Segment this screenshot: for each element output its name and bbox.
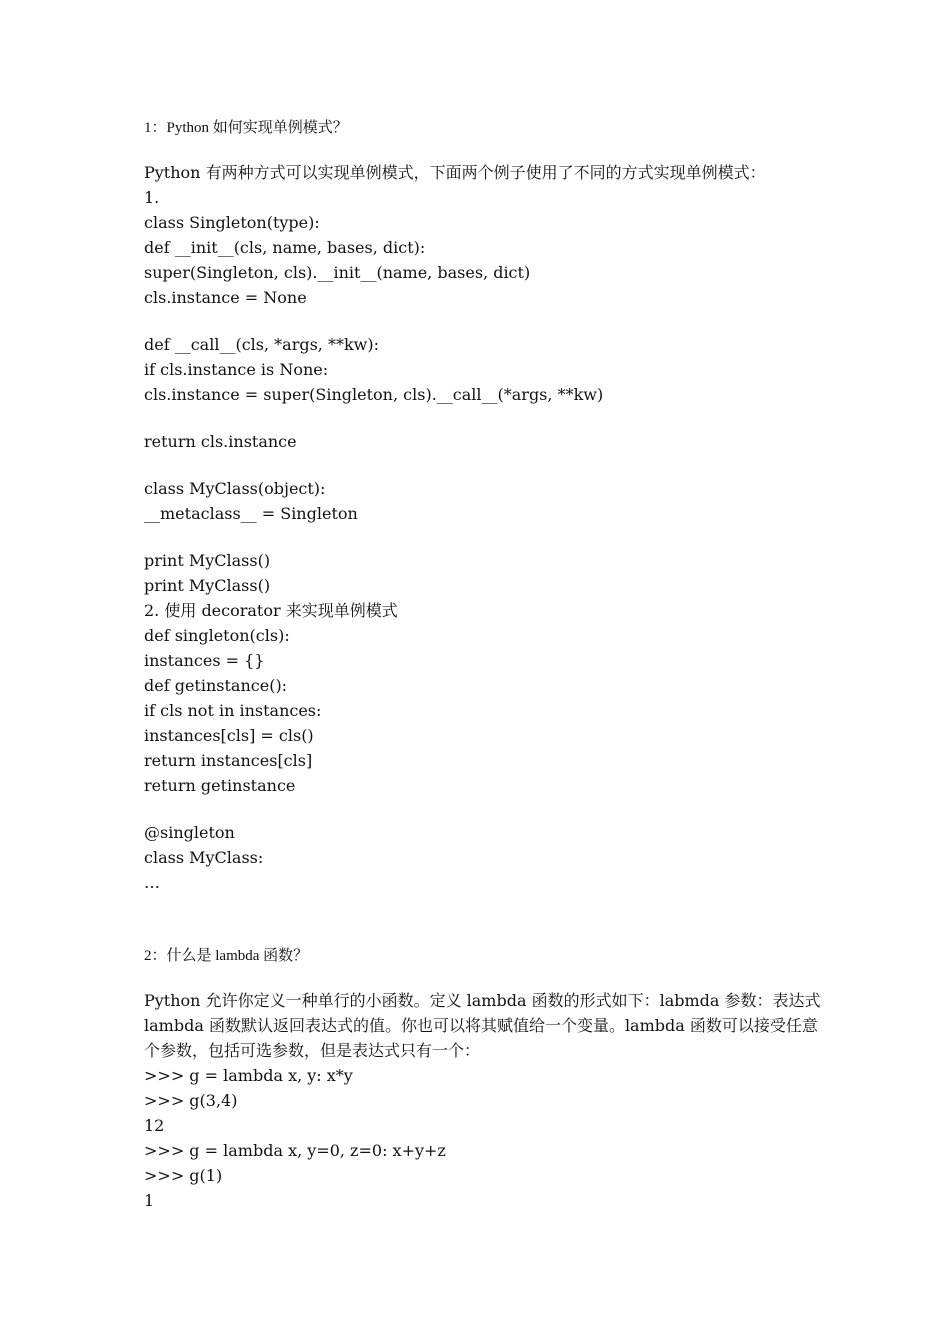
code-line: class MyClass:	[144, 848, 264, 867]
code-line: print MyClass()	[144, 551, 271, 570]
code-line: return getinstance	[144, 776, 296, 795]
code-line: if cls.instance is None:	[144, 360, 329, 379]
intro-paragraph: Python 有两种方式可以实现单例模式，下面两个例子使用了不同的方式实现单例模式：	[144, 163, 766, 182]
code-line: return cls.instance	[144, 432, 297, 451]
code-line: @singleton	[144, 823, 235, 842]
code-line: >>> g = lambda x, y: x*y	[144, 1066, 353, 1085]
code-line: if cls not in instances:	[144, 701, 322, 720]
section-body-lambda	[144, 988, 824, 1213]
code-line: >>> g = lambda x, y=0, z=0: x+y+z	[144, 1141, 446, 1160]
code-line: 1.	[144, 188, 160, 207]
code-line: return instances[cls]	[144, 751, 313, 770]
section-heading-singleton: 1：Python 如何实现单例模式？	[144, 120, 348, 136]
code-line: def __init__(cls, name, bases, dict):	[144, 238, 426, 257]
code-line: def getinstance():	[144, 676, 288, 695]
code-line: class Singleton(type):	[144, 213, 320, 232]
code-line: __metaclass__ = Singleton	[144, 504, 358, 523]
code-line: super(Singleton, cls).__init__(name, bases, dict)	[144, 263, 531, 282]
code-line: instances[cls] = cls()	[144, 726, 314, 745]
section-heading-lambda: 2：什么是 lambda 函数？	[144, 948, 309, 964]
code-line: print MyClass()	[144, 576, 271, 595]
code-line: def singleton(cls):	[144, 626, 290, 645]
blank-line	[144, 407, 824, 429]
blank-line	[144, 526, 824, 548]
code-line: 12	[144, 1116, 165, 1135]
code-line: def __call__(cls, *args, **kw):	[144, 335, 379, 354]
code-line: cls.instance = super(Singleton, cls).__call__(*args, **kw)	[144, 385, 604, 404]
code-line: instances = {}	[144, 651, 265, 670]
code-line: 1	[144, 1191, 155, 1210]
code-line: 2. 使用 decorator 来实现单例模式	[144, 601, 398, 620]
blank-line	[144, 310, 824, 332]
code-line: >>> g(1)	[144, 1166, 223, 1185]
code-line: class MyClass(object):	[144, 479, 326, 498]
blank-line	[144, 798, 824, 820]
intro-paragraph: Python 允许你定义一种单行的小函数。定义 lambda 函数的形式如下：labmda 参数：表达式 lambda 函数默认返回表达式的值。你也可以将其赋值给一个变量。lambda 函数可以接受任意个参数，包括可选参数，但是表达式只有一个：	[144, 991, 821, 1060]
section-body-singleton	[144, 160, 824, 895]
code-line: >>> g(3,4)	[144, 1091, 238, 1110]
code-line: cls.instance = None	[144, 288, 307, 307]
blank-line	[144, 454, 824, 476]
code-line: …	[144, 873, 160, 892]
